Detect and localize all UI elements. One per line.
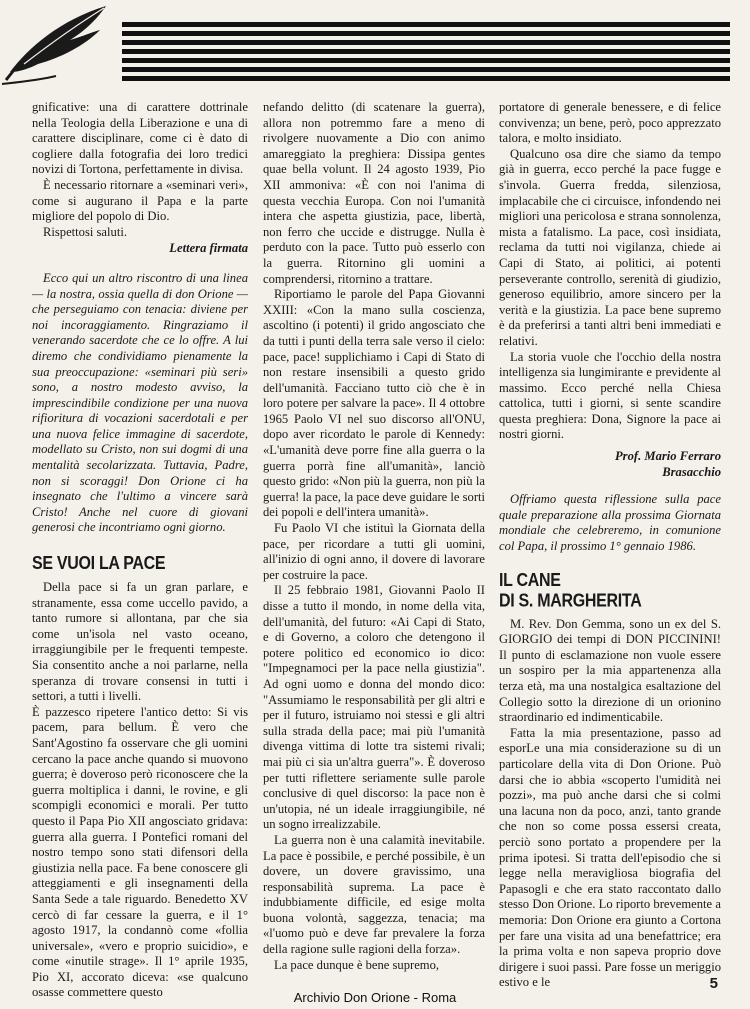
- letter-paragraph: gnificative: una di carattere dottrinale nella Teologia della Liberazione e una di carattere disciplinare, come ci è dato di cogliere dalla fotografia dei loro tredici novizi di Tortona, perfettamente in divisa.: [32, 100, 248, 177]
- article-paragraph: Qualcuno osa dire che siamo da tempo già in guerra, ecco perché la pace fugge e s'invola. Guerra fredda, silenziosa, implacabile che ci circuisce, infondendo nei migliori una pericolosa e strana sonnolenza, mista a fatalismo. La pace, così insidiata, reclama da tutti noi vigilanza, chiede ai Capi di Stato, ai politici, ai potenti perseverante controllo, serenità di giudizio, generoso equilibrio, amore sincero per la verità e la giustizia. La pace bene supremo è da preferirsi a tanti altri beni immediati e relativi.: [499, 146, 721, 348]
- heading-line-2: DI S. MARGHERITA: [499, 591, 642, 611]
- column-3: [499, 100, 721, 991]
- quill-pen-icon: [2, 6, 106, 84]
- article-paragraph: La pace dunque è bene supremo,: [274, 957, 440, 972]
- article-paragraph: Il 25 febbraio 1981, Giovanni Paolo II disse a tutto il mondo, in nome della vita, dell'umanità, del futuro: «Ai Capi di Stato, e di Governo, a coloro che detengono il potere politico ed economico io dico: "Impegnamoci per la pace nella giustizia". Ad ogni uomo e donna del mondo dico: "Assumiamo le responsabilità per gli altri e per il futuro, istruiamo noi stessi e gli altri sulla strada della pace; mai più l'umanità divenga vittima di lotte tra sistemi rivali; mai più ci sia un'altra guerra"». È doveroso per tutti riflettere seriamente sulle parole conclusive di quel discorso: la pace non è un'utopia, né un ideale irraggiungibile, né un sogno irrealizzabile.: [263, 583, 485, 832]
- archive-footer: Archivio Don Orione - Roma: [293, 990, 457, 1005]
- article-paragraph: La storia vuole che l'occhio della nostra intelligenza sia lungimirante e previdente al massimo. Ecco perché nella Chiesa cattolica, tutti i giorni, si sente scandire questa preghiera: Dona, Signore la pace ai nostri giorni.: [499, 349, 721, 442]
- section-heading-il-cane: [499, 571, 721, 612]
- letter-closing: Rispettosi saluti.: [43, 224, 127, 239]
- letter-paragraph: M. Rev. Don Gemma, sono un ex del S. GIORGIO dei tempi di DON PICCININI! Il punto di esclamazione non vuole essere un sospiro per la mia appartenenza alla terza età, ma una nostalgica esaltazione del Collegio sotto la direzione di un orionino straordinario ed indimenticabile.: [499, 616, 721, 725]
- article-paragraph: Riportiamo le parole del Papa Giovanni XXIII: «Con la mano sulla coscienza, ascoltino (i potenti) il grido angosciato che da tutti i punti della terra sale verso il cielo: pace, pace! supplichiamo i Capi di Stato di non restare insensibili a questo grido dell'umanità. Facciano tutto ciò che è in loro potere per salvare la pace». Il 4 ottobre 1965 Paolo VI nel suo discorso all'ONU, dopo aver ricordato le parole di Kennedy: «L'umanità deve porre fine alla guerra o la guerra porrà fine all'umanità», lanciò questo grido: «Non più la guerra, non più la guerra! la pace, la pace deve guidare le sorti dei popoli e dell'intera umanità».: [263, 287, 486, 520]
- article-paragraph: Della pace si fa un gran parlare, e stranamente, essa come uccello pavido, a tanto rumore si allontana, par che sia come un'isola nel vasto oceano, irraggiungibile per le frequenti tempeste. Sia consentito anche a noi parlarne, nella speranza di trovare consensi in tutti i settori, a tutti i livelli.: [32, 580, 248, 704]
- column-1: [32, 100, 248, 1001]
- editorial-reply: Ecco qui un altro riscontro di una linea — la nostra, ossia quella di don Orione — che perseguiamo con tenacia: diviene per noi incoraggiamento. Ringraziamo il venerando sacerdote che ce lo offre. A lui diremo che condividiamo pienamente la sua preoccupazione: «seminari più seri» sono, a nostro modesto avviso, la imprescindibile condizione per una nuova rifioritura di vocazioni sacerdotali e per una nuova felice immagine di sacerdote, modellato su Cristo, non sui dogmi di una mentalità secolarizzata. Tuttavia, Padre, non si scoraggi! Don Orione ci ha insegnato che l'ultimo a vincere sarà Cristo! Anche nel cuore di giovani generosi che incontriamo ogni giorno.: [32, 270, 248, 535]
- section-heading-se-vuoi-la-pace: SE VUOI LA PACE: [32, 554, 166, 574]
- letter-paragraph: È necessario ritornare a «seminari veri», come si augurano il Papa e la parte migliore del popolo di Dio.: [32, 177, 248, 224]
- letter-paragraph: Fatta la mia presentazione, passo ad esporLe una mia considerazione su di un particolare della vita di Don Orione. Può darsi che io abbia «scoperto l'umidità nei pozzi», ma può anche darsi che si colmi una lacuna non da poco, anzi, tanto grande che non so come possa essersi creata, perciò sono portato a propendere per la prima ipotesi. Si tratta dell'episodio che si legge nella meravigliosa biografia del Papasogli e che era stato raccontato dallo stesso Don Orione. Lo riporto brevemente a memoria: Don Orione era giunto a Cortona per fare una visita ad una benefattrice; era la prima volta e non sapeva proprio dove dirigere i suoi passi. Pare fosse un meriggio estivo e le: [499, 725, 721, 990]
- editorial-note: Offriamo questa riflessione sulla pace quale preparazione alla prossima Giornata mondiale che celebreremo, in comunione col Papa, il prossimo 1° gennaio 1986.: [499, 492, 721, 554]
- page-number: 5: [709, 975, 718, 992]
- author-place: Brasacchio: [662, 464, 721, 479]
- heading-line-1: IL CANE: [499, 570, 561, 591]
- masthead-banner: [0, 0, 750, 90]
- masthead-stripes: [122, 22, 730, 81]
- column-2: [263, 100, 485, 973]
- article-paragraph: Fu Paolo VI che istituì la Giornata della pace, per ricordare a tutti gli uomini, all'inizio di ogni anno, il dovere di lavorare per costruire la pace.: [263, 521, 485, 582]
- letter-signature: Lettera firmata: [169, 241, 248, 256]
- article-paragraph: La guerra non è una calamità inevitabile. La pace è possibile, e perché possibile, è un dovere, un dovere gravissimo, una responsabilità suprema. La pace è indubbiamente difficile, ed esige molta buona volontà, saggezza, tenacia; ma «l'uomo può e deve far prevalere la forza della ragione sulle ragioni della forza».: [263, 832, 485, 957]
- author-name: Prof. Mario Ferraro: [614, 449, 721, 464]
- article-paragraph: nefando delitto (di scatenare la guerra), allora non potremmo fare a meno di rivolgere nuovamente a Dio con animo amareggiato la preghiera: Dissipa gentes quae bella volunt. Il 24 agosto 1939, Pio XII ammoniva: «È con noi l'anima di questa vecchia Europa. Con noi l'umanità intera che aspetta giustizia, pace, libertà, non ferro che uccide e distrugge. Nulla è perduto con la pace. Tutto può esserlo con la guerra. Ritornino gli uomini a comprendersi, ritornino a trattare.: [263, 100, 485, 286]
- article-paragraph: È pazzesco ripetere l'antico detto: Si vis pacem, para bellum. È vero che Sant'Agostino fa osservare che gli uomini cercano la pace anche quando si muovono guerra; è doveroso però riconoscere che la guerra moltiplica i danni, le rovine, e gli scompigli economici e morali. Per tutto questo il Papa Pio XII angosciato gridava: guerra alla guerra. I Pontefici romani del nostro tempo sono stati difensori della giustizia nella pace. Fa bene conoscere gli atteggiamenti e gli insegnamenti della Santa Sede a tale riguardo. Benedetto XV cercò di far cessare la guerra, e il 1° agosto 1917, la condannò come «follia universale», «vero e proprio suicidio», e come «inutile strage». Il 1° aprile 1935, Pio XI, accorato diceva: «se qualcuno osasse commettere questo: [32, 704, 248, 1000]
- article-paragraph: portatore di generale benessere, e di felice convivenza; un bene, però, poco apprezzato talora, e molto insidiato.: [499, 100, 721, 146]
